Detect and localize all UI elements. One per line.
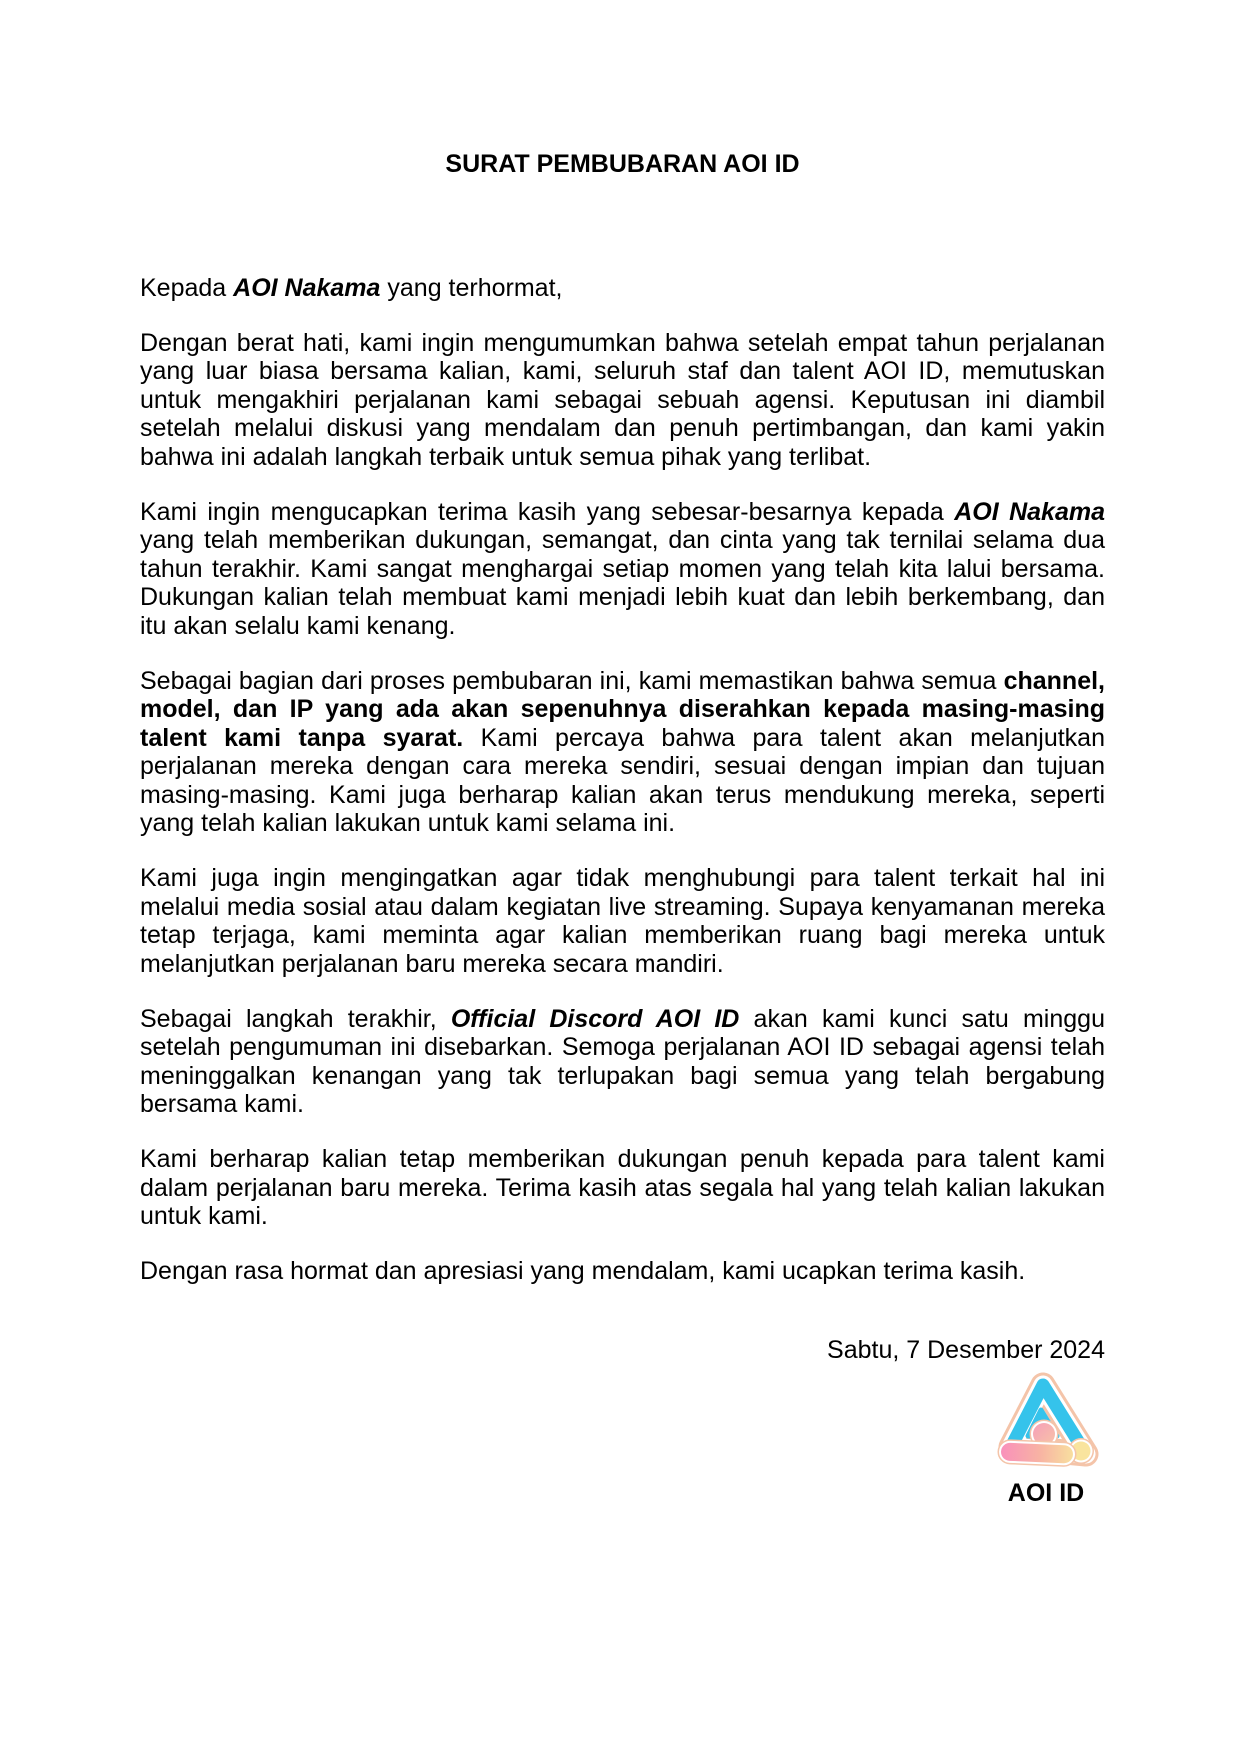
paragraph-5: [140, 1005, 1105, 1119]
paragraph-3-bold-statement: channel, model, dan IP yang ada akan sepenuhnya diserahkan kepada masing-masing talent kami tanpa syarat.: [140, 666, 1105, 752]
signature-block: [987, 1372, 1105, 1508]
paragraph-5-emphasis: Official Discord AOI ID: [450, 1004, 740, 1033]
paragraph-2-text-end: yang telah memberikan dukungan, semangat, dan cinta yang tak ternilai selama dua tahun terakhir. Kami sangat menghargai setiap momen yang telah kita lalui bersama. Dukungan kalian telah membuat kami menjadi lebih kuat dan lebih berkembang, dan itu akan selalu kami kenang.: [140, 526, 1105, 640]
paragraph-4: Kami juga ingin mengingatkan agar tidak menghubungi para talent terkait hal ini melalui media sosial atau dalam kegiatan live streaming. Supaya kenyamanan mereka tetap terjaga, kami meminta agar kalian memberikan ruang bagi mereka untuk melanjutkan perjalanan baru mereka secara mandiri.: [140, 864, 1105, 978]
aoi-id-logo-icon: [991, 1372, 1101, 1468]
paragraph-2: [140, 498, 1105, 641]
letter-content: [140, 0, 1105, 1508]
paragraph-3: [140, 667, 1105, 838]
salutation-recipient: AOI Nakama: [233, 273, 381, 302]
salutation: [140, 274, 1105, 303]
paragraph-1: Dengan berat hati, kami ingin mengumumkan bahwa setelah empat tahun perjalanan yang luar biasa bersama kalian, kami, seluruh staf dan talent AOI ID, memutuskan untuk mengakhiri perjalanan kami sebagai sebuah agensi. Keputusan ini diambil setelah melalui diskusi yang mendalam dan penuh pertimbangan, dan kami yakin bahwa ini adalah langkah terbaik untuk semua pihak yang terlibat.: [140, 328, 1105, 471]
paragraph-2-emphasis: AOI Nakama: [954, 497, 1106, 526]
date-line: Sabtu, 7 Desember 2024: [827, 1335, 1105, 1364]
paragraph-3-text-end: Kami percaya bahwa para talent akan melanjutkan perjalanan mereka dengan cara mereka sendiri, sesuai dengan impian dan tujuan masing-masing. Kami juga berharap kalian akan terus mendukung mereka, seperti yang telah kalian lakukan untuk kami selama ini.: [140, 723, 1105, 837]
paragraph-5-text-end: akan kami kunci satu minggu setelah pengumuman ini disebarkan. Semoga perjalanan AOI ID sebagai agensi telah meninggalkan kenangan yang tak terlupakan bagi semua yang telah bergabung bersama kami.: [140, 1004, 1105, 1118]
salutation-post: yang terhormat,: [380, 273, 563, 302]
paragraph-5-text: Sebagai langkah terakhir,: [140, 1004, 451, 1033]
signature-name: AOI ID: [1007, 1479, 1085, 1507]
salutation-pre: Kepada: [140, 273, 234, 302]
paragraph-3-text: Sebagai bagian dari proses pembubaran ini, kami memastikan bahwa semua: [140, 666, 1004, 695]
logo-crossbar-fill: [1001, 1442, 1074, 1463]
logo-crossbar: [1001, 1442, 1074, 1463]
paragraph-7: Dengan rasa hormat dan apresiasi yang mendalam, kami ucapkan terima kasih.: [140, 1257, 1026, 1285]
letter-title: SURAT PEMBUBARAN AOI ID: [445, 150, 800, 178]
paragraph-6: Kami berharap kalian tetap memberikan dukungan penuh kepada para talent kami dalam perjalanan baru mereka. Terima kasih atas segala hal yang telah kalian lakukan untuk kami.: [140, 1145, 1105, 1230]
paragraph-2-text: Kami ingin mengucapkan terima kasih yang sebesar-besarnya kepada: [140, 497, 955, 526]
